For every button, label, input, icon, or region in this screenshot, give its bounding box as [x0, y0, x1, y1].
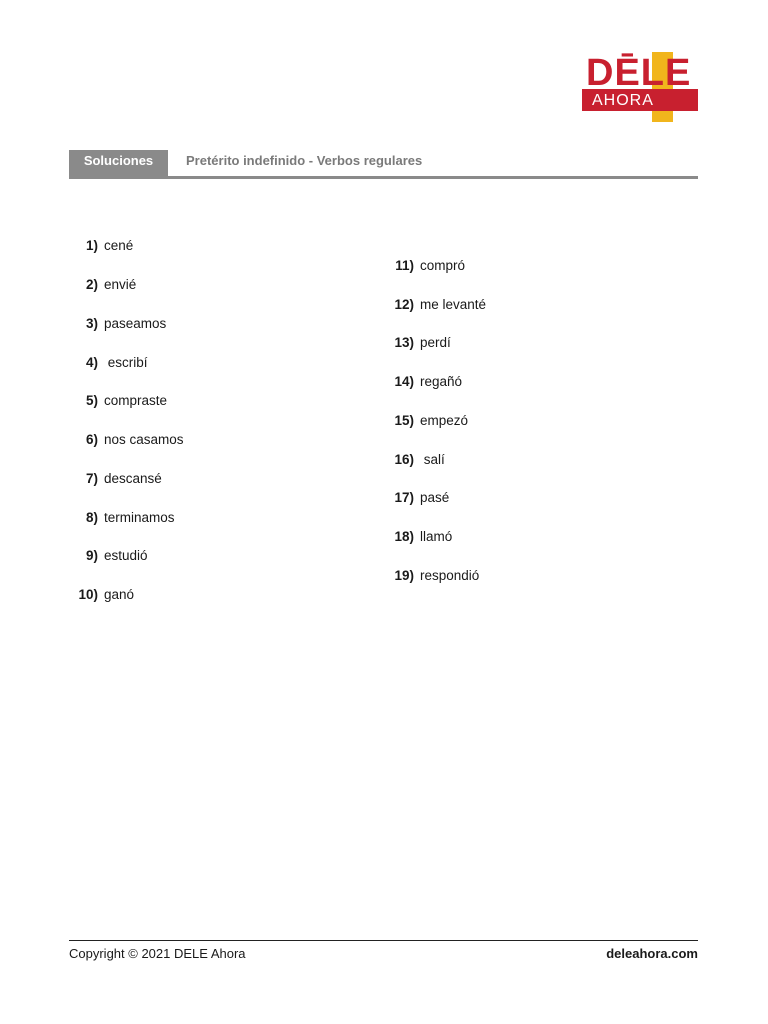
- list-item: [386, 567, 479, 585]
- logo-subword: AHORA: [592, 92, 654, 109]
- item-answer: estudió: [104, 548, 148, 563]
- item-number: 4): [85, 355, 98, 370]
- list-item: [386, 489, 449, 507]
- list-item: [70, 237, 133, 255]
- list-item: [386, 296, 486, 314]
- item-answer: nos casamos: [104, 432, 184, 447]
- item-number: 19): [394, 568, 414, 583]
- item-answer: llamó: [420, 529, 453, 544]
- logo-word: DĒLE: [586, 52, 692, 94]
- item-number: 6): [85, 432, 98, 447]
- copyright-text: Copyright © 2021 DELE Ahora: [69, 946, 246, 961]
- site-link[interactable]: deleahora.com: [606, 946, 698, 961]
- list-item: [70, 431, 184, 449]
- item-answer: paseamos: [104, 316, 167, 331]
- list-item: [70, 392, 167, 410]
- item-number: 14): [394, 374, 414, 389]
- item-number: 16): [394, 452, 414, 467]
- item-answer: escribí: [104, 355, 148, 370]
- footer-rule: [69, 940, 698, 941]
- item-answer: me levanté: [420, 297, 487, 312]
- item-answer: cené: [104, 238, 134, 253]
- list-item: [70, 315, 166, 333]
- list-item: [386, 451, 445, 469]
- item-answer: terminamos: [104, 510, 175, 525]
- item-number: 9): [85, 548, 98, 563]
- list-item: [70, 586, 134, 604]
- item-answer: envié: [104, 277, 137, 292]
- item-answer: respondió: [420, 568, 480, 583]
- item-answer: compró: [420, 258, 466, 273]
- item-answer: perdí: [420, 335, 451, 350]
- list-item: [386, 412, 468, 430]
- list-item: [70, 354, 148, 372]
- list-item: [386, 334, 451, 352]
- item-answer: regañó: [420, 374, 463, 389]
- item-number: 7): [85, 471, 98, 486]
- item-answer: descansé: [104, 471, 162, 486]
- item-number: 10): [78, 587, 98, 602]
- item-answer: pasé: [420, 490, 450, 505]
- item-number: 15): [394, 413, 414, 428]
- list-item: [386, 373, 462, 391]
- item-number: 11): [395, 258, 414, 273]
- list-item: [70, 276, 136, 294]
- item-number: 17): [394, 490, 414, 505]
- item-answer: compraste: [104, 393, 168, 408]
- item-number: 5): [85, 393, 98, 408]
- item-answer: empezó: [420, 413, 469, 428]
- item-number: 1): [85, 238, 98, 253]
- item-answer: ganó: [104, 587, 135, 602]
- list-item: [70, 547, 148, 565]
- list-item: [386, 528, 452, 546]
- item-number: 8): [85, 510, 98, 525]
- solutions-tab: Soluciones: [69, 150, 168, 177]
- item-answer: salí: [420, 452, 445, 467]
- item-number: 12): [394, 297, 414, 312]
- item-number: 13): [394, 335, 414, 350]
- list-item: [70, 470, 162, 488]
- item-number: 3): [85, 316, 98, 331]
- list-item: [70, 509, 175, 527]
- item-number: 2): [85, 277, 98, 292]
- item-number: 18): [394, 529, 414, 544]
- list-item: [386, 257, 465, 275]
- page-title: Pretérito indefinido - Verbos regulares: [186, 153, 423, 168]
